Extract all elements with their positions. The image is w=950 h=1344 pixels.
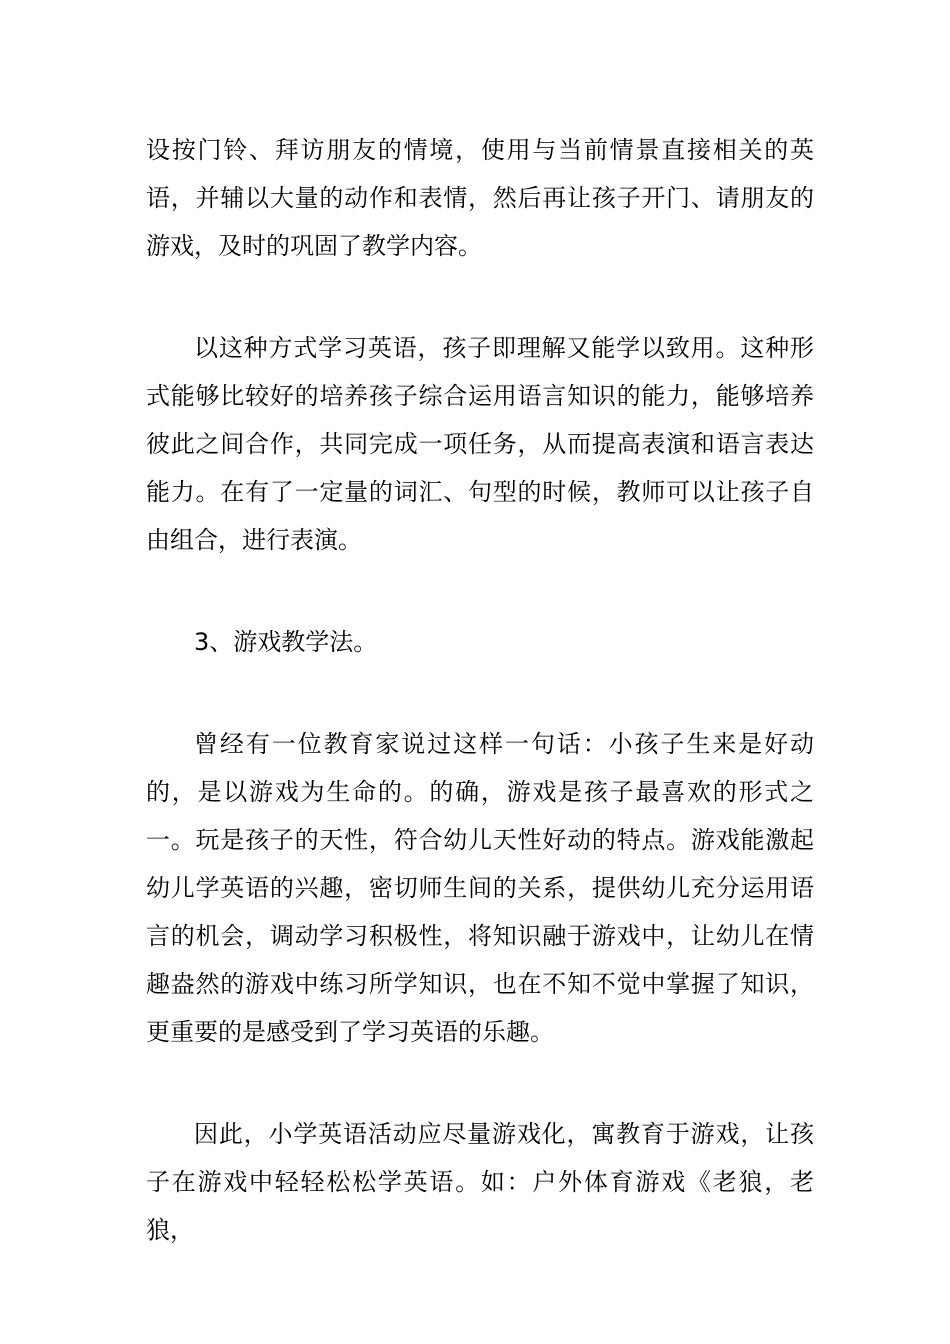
paragraph-3: 曾经有一位教育家说过这样一句话：小孩子生来是好动的，是以游戏为生命的。的确，游戏是孩子最喜欢的形式之一。玩是孩子的天性，符合幼儿天性好动的特点。游戏能激起幼儿学英语的兴趣，密切师生间的关系，提供幼儿充分运用语言的机会，调动学习积极性，将知识融于游戏中，让幼儿在情趣盎然的游戏中练习所学知识，也在不知不觉中掌握了知识，更重要的是感受到了学习英语的乐趣。: [146, 730, 814, 1046]
document-page: [146, 126, 814, 1308]
paragraph-1: 设按门铃、拜访朋友的情境，使用与当前情景直接相关的英语，并辅以大量的动作和表情，然后再让孩子开门、请朋友的游戏，及时的巩固了教学内容。: [146, 136, 814, 260]
paragraph-4: 因此，小学英语活动应尽量游戏化，寓教育于游戏，让孩子在游戏中轻轻松松学英语。如：户外体育游戏《老狼，老狼，: [146, 1120, 814, 1244]
section-heading: 3、游戏教学法。: [194, 628, 378, 656]
paragraph-2: 以这种方式学习英语，孩子即理解又能学以致用。这种形式能够比较好的培养孩子综合运用语言知识的能力，能够培养彼此之间合作，共同完成一项任务，从而提高表演和语言表达能力。在有了一定量的词汇、句型的时候，教师可以让孩子自由组合，进行表演。: [146, 334, 814, 554]
